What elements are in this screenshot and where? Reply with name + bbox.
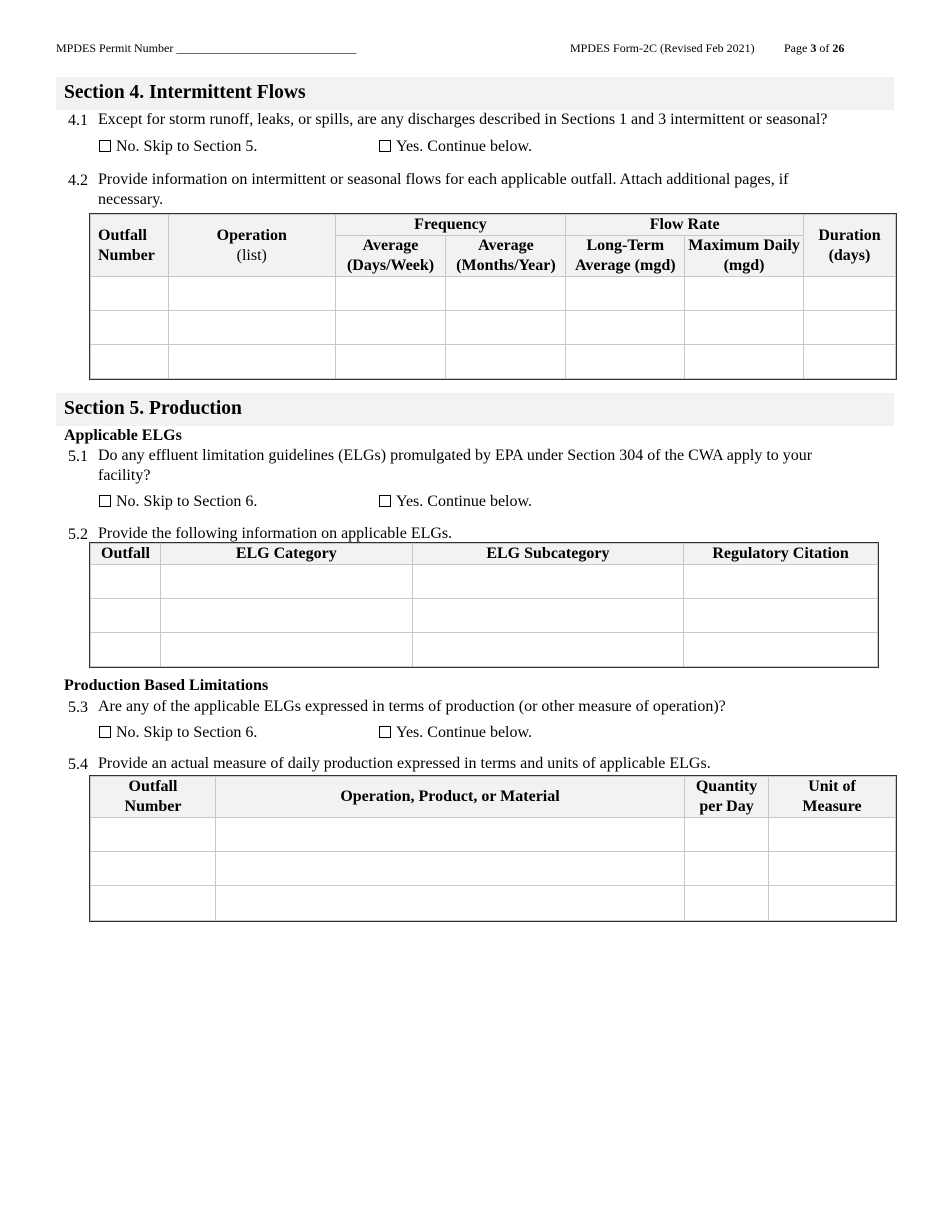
table-cell[interactable] — [168, 277, 335, 311]
q51-no-checkbox[interactable] — [99, 495, 111, 507]
col-operation-label: Operation — [216, 226, 287, 244]
table-cell[interactable] — [215, 852, 684, 886]
table-row — [91, 277, 896, 311]
page-indicator — [784, 41, 844, 56]
col-operation — [168, 215, 335, 277]
q41-no-option[interactable] — [99, 138, 257, 156]
table-cell[interactable] — [160, 633, 412, 667]
col-operation-sub: (list) — [236, 246, 267, 264]
table-row — [91, 886, 896, 921]
q41-no-label: No. Skip to Section 5. — [116, 138, 258, 155]
q53-no-checkbox[interactable] — [99, 726, 111, 738]
q53-no-option[interactable] — [99, 724, 257, 742]
form-name: MPDES Form-2C (Revised Feb 2021) — [570, 41, 755, 55]
table-row — [91, 565, 878, 599]
page-of: of — [816, 41, 833, 55]
table-cell[interactable] — [685, 277, 804, 311]
q42-text — [98, 170, 788, 210]
table-row — [91, 599, 878, 633]
table-cell[interactable] — [803, 277, 895, 311]
q54-text: Provide an actual measure of daily production expressed in terms and units of applicable ELGs. — [98, 755, 711, 772]
col-quantity-per-day: Quantity per Day — [685, 777, 769, 818]
table-cell[interactable] — [685, 818, 769, 852]
col-regulatory-citation: Regulatory Citation — [684, 544, 878, 565]
q42-text-line2: necessary. — [98, 191, 164, 208]
q54-number: 5.4 — [68, 756, 88, 773]
col-elg-subcategory: ELG Subcategory — [412, 544, 684, 565]
table-cell[interactable] — [412, 599, 684, 633]
table-cell[interactable] — [412, 565, 684, 599]
table-cell[interactable] — [91, 818, 216, 852]
q41-yes-label: Yes. Continue below. — [396, 138, 533, 155]
table-cell[interactable] — [769, 852, 896, 886]
q51-text-line1: Do any effluent limitation guidelines (ELGs) promulgated by EPA under Section 304 of the CWA apply to your — [98, 447, 813, 464]
q41-number: 4.1 — [68, 112, 88, 129]
q41-text: Except for storm runoff, leaks, or spills, are any discharges described in Sections 1 and 3 intermittent or seasonal? — [98, 111, 828, 128]
q53-yes-label: Yes. Continue below. — [396, 724, 533, 741]
table-cell[interactable] — [215, 886, 684, 921]
table-cell[interactable] — [91, 345, 169, 379]
table-cell[interactable] — [769, 818, 896, 852]
q52-text: Provide the following information on applicable ELGs. — [98, 525, 453, 542]
table-cell[interactable] — [335, 345, 446, 379]
q51-yes-checkbox[interactable] — [379, 495, 391, 507]
col-group-frequency: Frequency — [335, 215, 566, 236]
q42-text-line1: Provide information on intermittent or seasonal flows for each applicable outfall. Attach additional pages, if — [98, 171, 789, 188]
q42-number: 4.2 — [68, 172, 88, 189]
table-cell[interactable] — [215, 818, 684, 852]
production-table — [90, 776, 896, 921]
table-cell[interactable] — [566, 311, 685, 345]
elg-table — [90, 543, 878, 667]
table-row — [91, 345, 896, 379]
table-cell[interactable] — [566, 345, 685, 379]
table-cell[interactable] — [566, 277, 685, 311]
table-cell[interactable] — [412, 633, 684, 667]
table-cell[interactable] — [91, 633, 161, 667]
col-avg-months-year: Average (Months/Year) — [446, 236, 566, 277]
table-row — [91, 311, 896, 345]
page-total: 26 — [832, 41, 845, 55]
table-cell[interactable] — [91, 565, 161, 599]
table-cell[interactable] — [685, 311, 804, 345]
section-4-title: Section 4. Intermittent Flows — [64, 82, 306, 103]
table-cell[interactable] — [685, 345, 804, 379]
production-based-limitations-heading: Production Based Limitations — [64, 677, 269, 694]
applicable-elgs-heading: Applicable ELGs — [64, 427, 182, 444]
permit-number-label: MPDES Permit Number ______________________________ — [56, 41, 357, 55]
col-outfall-number: Outfall Number — [91, 777, 216, 818]
table-cell[interactable] — [446, 311, 566, 345]
col-avg-days-week: Average (Days/Week) — [335, 236, 446, 277]
q51-number: 5.1 — [68, 448, 88, 465]
table-cell[interactable] — [91, 599, 161, 633]
q53-yes-option[interactable] — [379, 724, 532, 742]
col-outfall-number: Outfall Number — [91, 215, 169, 277]
table-cell[interactable] — [803, 311, 895, 345]
q41-yes-option[interactable] — [379, 138, 532, 156]
table-cell[interactable] — [684, 599, 878, 633]
q41-no-checkbox[interactable] — [99, 140, 111, 152]
table-cell[interactable] — [446, 277, 566, 311]
q52-number: 5.2 — [68, 526, 88, 543]
q41-yes-checkbox[interactable] — [379, 140, 391, 152]
q51-no-label: No. Skip to Section 6. — [116, 493, 258, 510]
q51-yes-label: Yes. Continue below. — [396, 493, 533, 510]
section-5-title: Section 5. Production — [64, 398, 242, 419]
table-cell[interactable] — [769, 886, 896, 921]
table-cell[interactable] — [160, 599, 412, 633]
table-cell[interactable] — [91, 277, 169, 311]
col-group-flow-rate: Flow Rate — [566, 215, 804, 236]
table-cell[interactable] — [168, 345, 335, 379]
q51-text-line2: facility? — [98, 467, 151, 484]
q53-no-label: No. Skip to Section 6. — [116, 724, 258, 741]
table-cell[interactable] — [684, 633, 878, 667]
table-cell[interactable] — [91, 852, 216, 886]
table-cell[interactable] — [160, 565, 412, 599]
table-cell[interactable] — [335, 277, 446, 311]
table-cell[interactable] — [168, 311, 335, 345]
intermittent-flows-table — [90, 214, 896, 379]
page-current: 3 — [810, 41, 817, 55]
col-duration: Duration (days) — [803, 215, 895, 277]
table-row — [91, 633, 878, 667]
table-cell[interactable] — [446, 345, 566, 379]
q51-no-option[interactable] — [99, 493, 257, 511]
table-cell[interactable] — [91, 311, 169, 345]
q53-text: Are any of the applicable ELGs expressed in terms of production (or other measure of operation)? — [98, 698, 726, 715]
q51-yes-option[interactable] — [379, 493, 532, 511]
col-maximum-daily: Maximum Daily (mgd) — [685, 236, 804, 277]
table-row — [91, 818, 896, 852]
q53-number: 5.3 — [68, 699, 88, 716]
col-elg-category: ELG Category — [160, 544, 412, 565]
table-cell[interactable] — [803, 345, 895, 379]
table-row — [91, 852, 896, 886]
q51-text — [98, 446, 812, 486]
q53-yes-checkbox[interactable] — [379, 726, 391, 738]
col-operation-product-material: Operation, Product, or Material — [215, 777, 684, 818]
table-cell[interactable] — [684, 565, 878, 599]
table-cell[interactable] — [685, 886, 769, 921]
col-outfall: Outfall — [91, 544, 161, 565]
page-prefix: Page — [784, 41, 811, 55]
table-cell[interactable] — [91, 886, 216, 921]
table-cell[interactable] — [335, 311, 446, 345]
table-cell[interactable] — [685, 852, 769, 886]
col-long-term-average: Long-Term Average (mgd) — [566, 236, 685, 277]
col-unit-of-measure: Unit of Measure — [769, 777, 896, 818]
